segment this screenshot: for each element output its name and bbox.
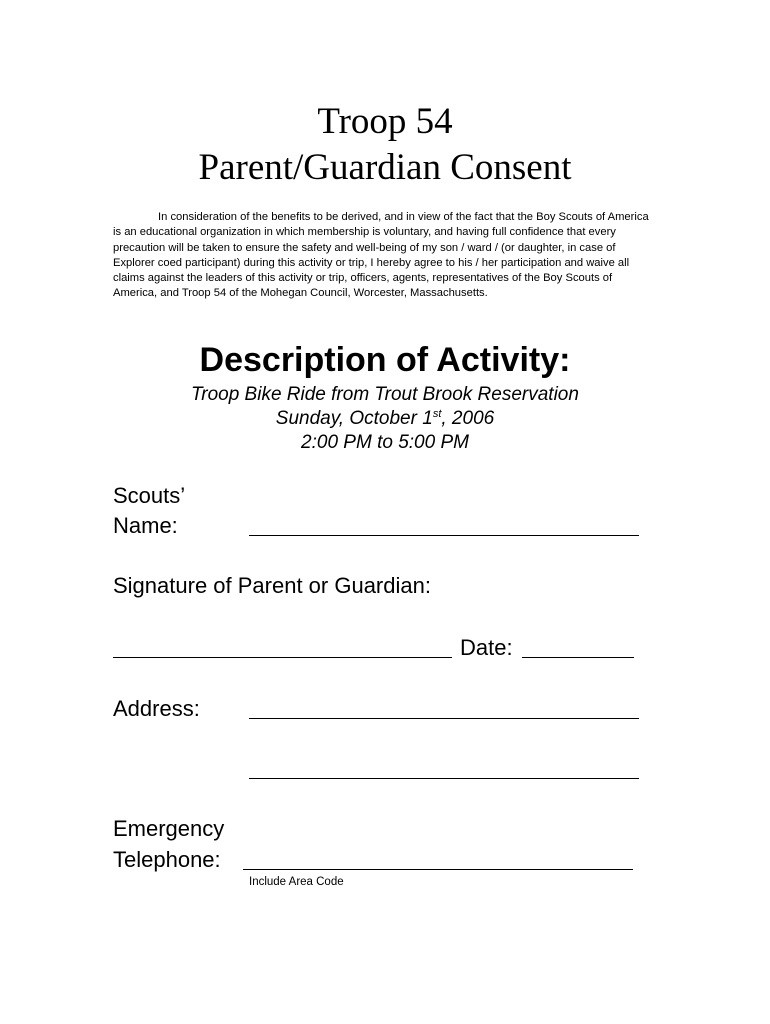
consent-paragraph: In consideration of the benefits to be derived, and in view of the fact that the Boy Scouts of America is an educational organization in which membership is voluntary, and having full confidence that every precaution will be taken to ensure the safety and well-being of my son / ward / (or daughter, in case of Explorer coed participant) during this activity or trip, I hereby agree to his / her participation and waive all claims against the leaders of this activity or trip, officers, agents, representatives of the Boy Scouts of America, and Troop 54 of the Mohegan Council, Worcester, Massachusetts. bbox=[113, 211, 649, 300]
signature-field[interactable] bbox=[113, 657, 452, 658]
activity-date-year: , 2006 bbox=[441, 408, 495, 429]
area-code-note: Include Area Code bbox=[249, 876, 344, 888]
form-title-consent: Parent/Guardian Consent bbox=[198, 147, 572, 188]
form-title-troop: Troop 54 bbox=[317, 101, 453, 142]
activity-date bbox=[0, 407, 770, 431]
scouts-label-line1: Scouts’ bbox=[113, 483, 186, 508]
signature-label: Signature of Parent or Guardian: bbox=[113, 573, 431, 598]
date-field[interactable] bbox=[522, 657, 634, 658]
activity-name: Troop Bike Ride from Trout Brook Reservation bbox=[191, 384, 579, 405]
activity-time: 2:00 PM to 5:00 PM bbox=[301, 432, 469, 453]
address-label: Address: bbox=[113, 696, 200, 721]
activity-date-ordinal: st bbox=[432, 408, 442, 420]
address-field-line2[interactable] bbox=[249, 778, 639, 779]
address-field-line1[interactable] bbox=[249, 718, 639, 719]
activity-heading: Description of Activity: bbox=[199, 341, 571, 379]
emergency-telephone-label: Telephone: bbox=[113, 847, 221, 872]
emergency-telephone-field[interactable] bbox=[243, 869, 633, 870]
date-label: Date: bbox=[460, 635, 513, 660]
scouts-name-label: Name: bbox=[113, 513, 178, 538]
activity-date-main: Sunday, October 1 bbox=[275, 408, 433, 429]
emergency-label-line1: Emergency bbox=[113, 816, 225, 841]
scouts-name-field[interactable] bbox=[249, 535, 639, 536]
